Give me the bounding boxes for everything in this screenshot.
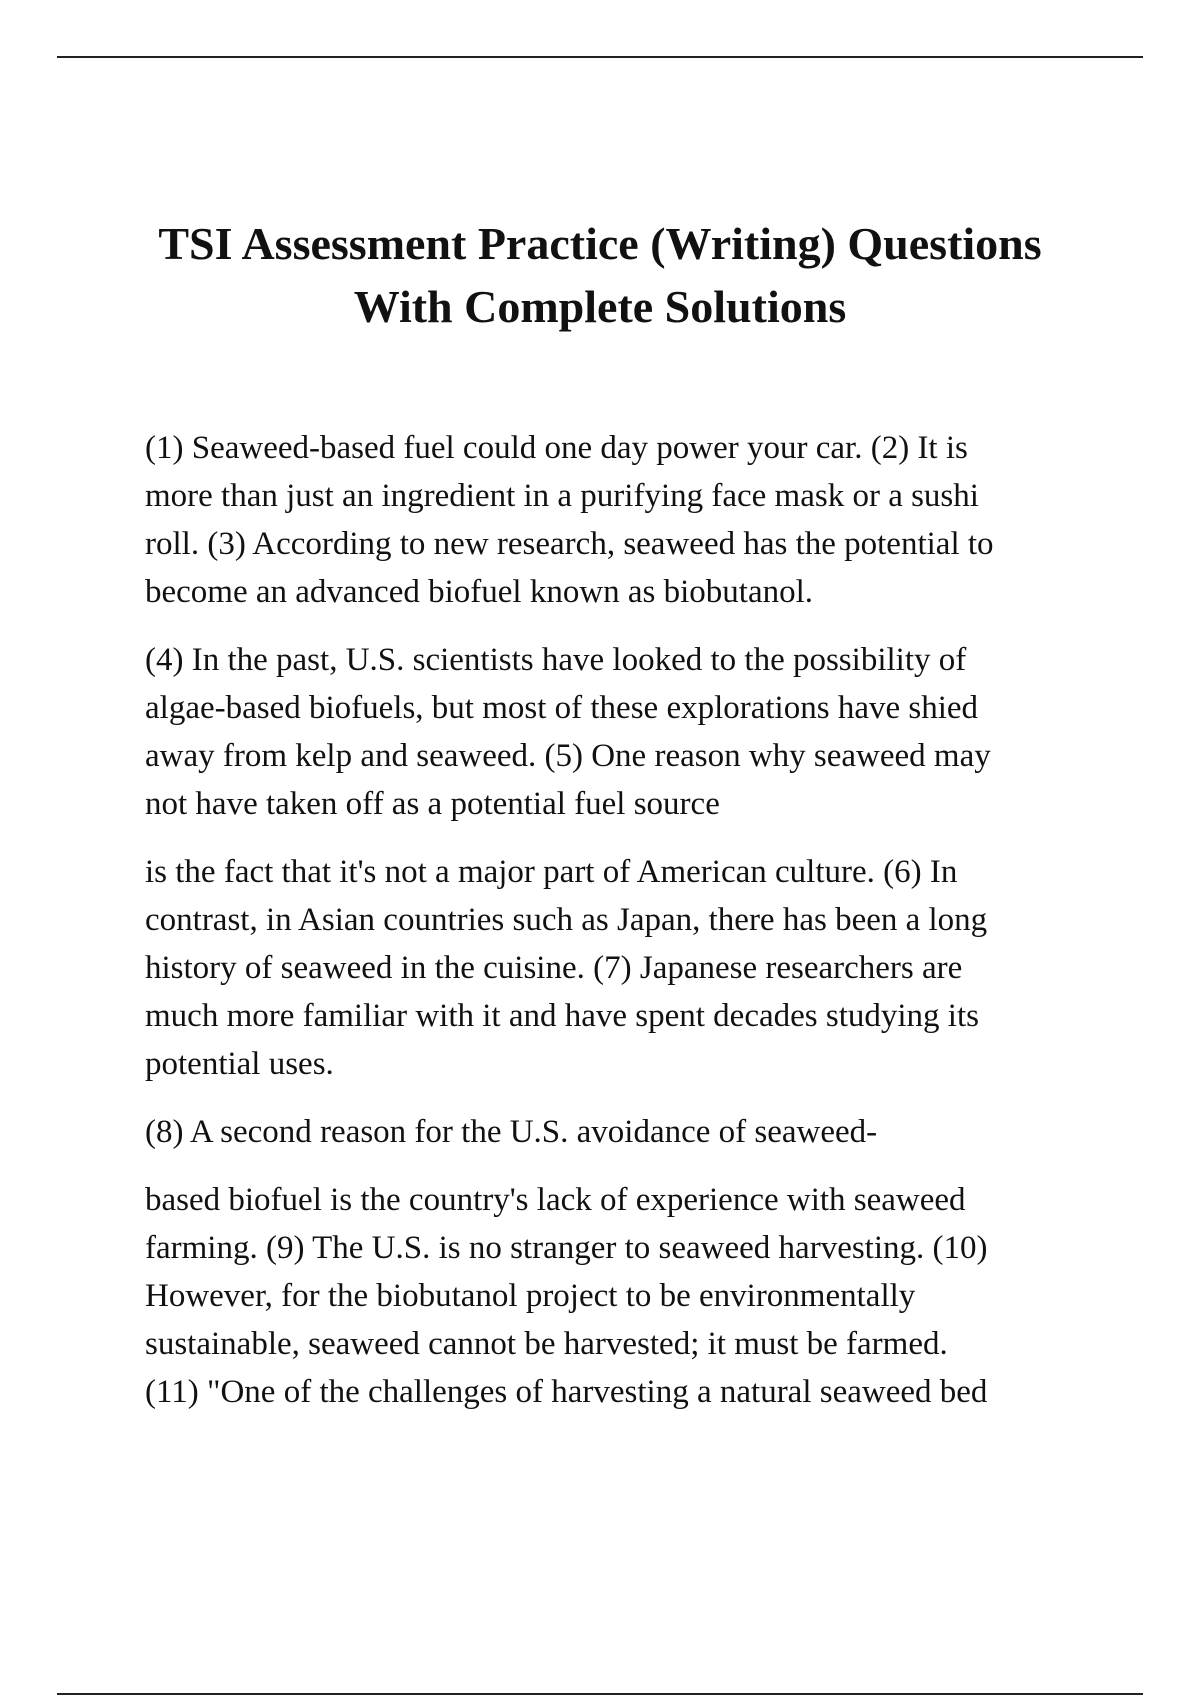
text-line: much more familiar with it and have spent decades studying its	[145, 998, 979, 1034]
text-line: (1) Seaweed-based fuel could one day power your car. (2) It is	[145, 430, 968, 466]
text-line: (8) A second reason for the U.S. avoidance of seaweed-	[145, 1114, 878, 1150]
paragraph-4	[145, 1108, 1095, 1156]
text-line: sustainable, seaweed cannot be harvested; it must be farmed.	[145, 1326, 948, 1362]
text-line: is the fact that it's not a major part of American culture. (6) In	[145, 854, 958, 890]
text-line: However, for the biobutanol project to be environmentally	[145, 1278, 916, 1314]
paragraph-5	[145, 1176, 1095, 1416]
text-line: (11) "One of the challenges of harvesting a natural seaweed bed	[145, 1374, 988, 1410]
title-line: With Complete Solutions	[353, 281, 847, 332]
bottom-rule	[57, 1693, 1143, 1695]
top-rule	[57, 56, 1143, 58]
paragraph-3	[145, 848, 1095, 1088]
text-line: roll. (3) According to new research, seaweed has the potential to	[145, 526, 994, 562]
text-line: contrast, in Asian countries such as Japan, there has been a long	[145, 902, 988, 938]
text-line: away from kelp and seaweed. (5) One reason why seaweed may	[145, 738, 991, 774]
text-line: farming. (9) The U.S. is no stranger to seaweed harvesting. (10)	[145, 1230, 988, 1266]
text-line: not have taken off as a potential fuel source	[145, 786, 720, 822]
text-line: (4) In the past, U.S. scientists have looked to the possibility of	[145, 642, 967, 678]
text-line: history of seaweed in the cuisine. (7) Japanese researchers are	[145, 950, 963, 986]
text-line: potential uses.	[145, 1046, 334, 1082]
paragraph-2	[145, 636, 1095, 828]
text-line: become an advanced biofuel known as biobutanol.	[145, 574, 814, 610]
document-title	[100, 212, 1100, 338]
document-body	[145, 424, 1095, 1436]
title-line: TSI Assessment Practice (Writing) Questions	[158, 218, 1042, 269]
paragraph-1	[145, 424, 1095, 616]
text-line: based biofuel is the country's lack of experience with seaweed	[145, 1182, 966, 1218]
text-line: algae-based biofuels, but most of these explorations have shied	[145, 690, 979, 726]
text-line: more than just an ingredient in a purifying face mask or a sushi	[145, 478, 979, 514]
